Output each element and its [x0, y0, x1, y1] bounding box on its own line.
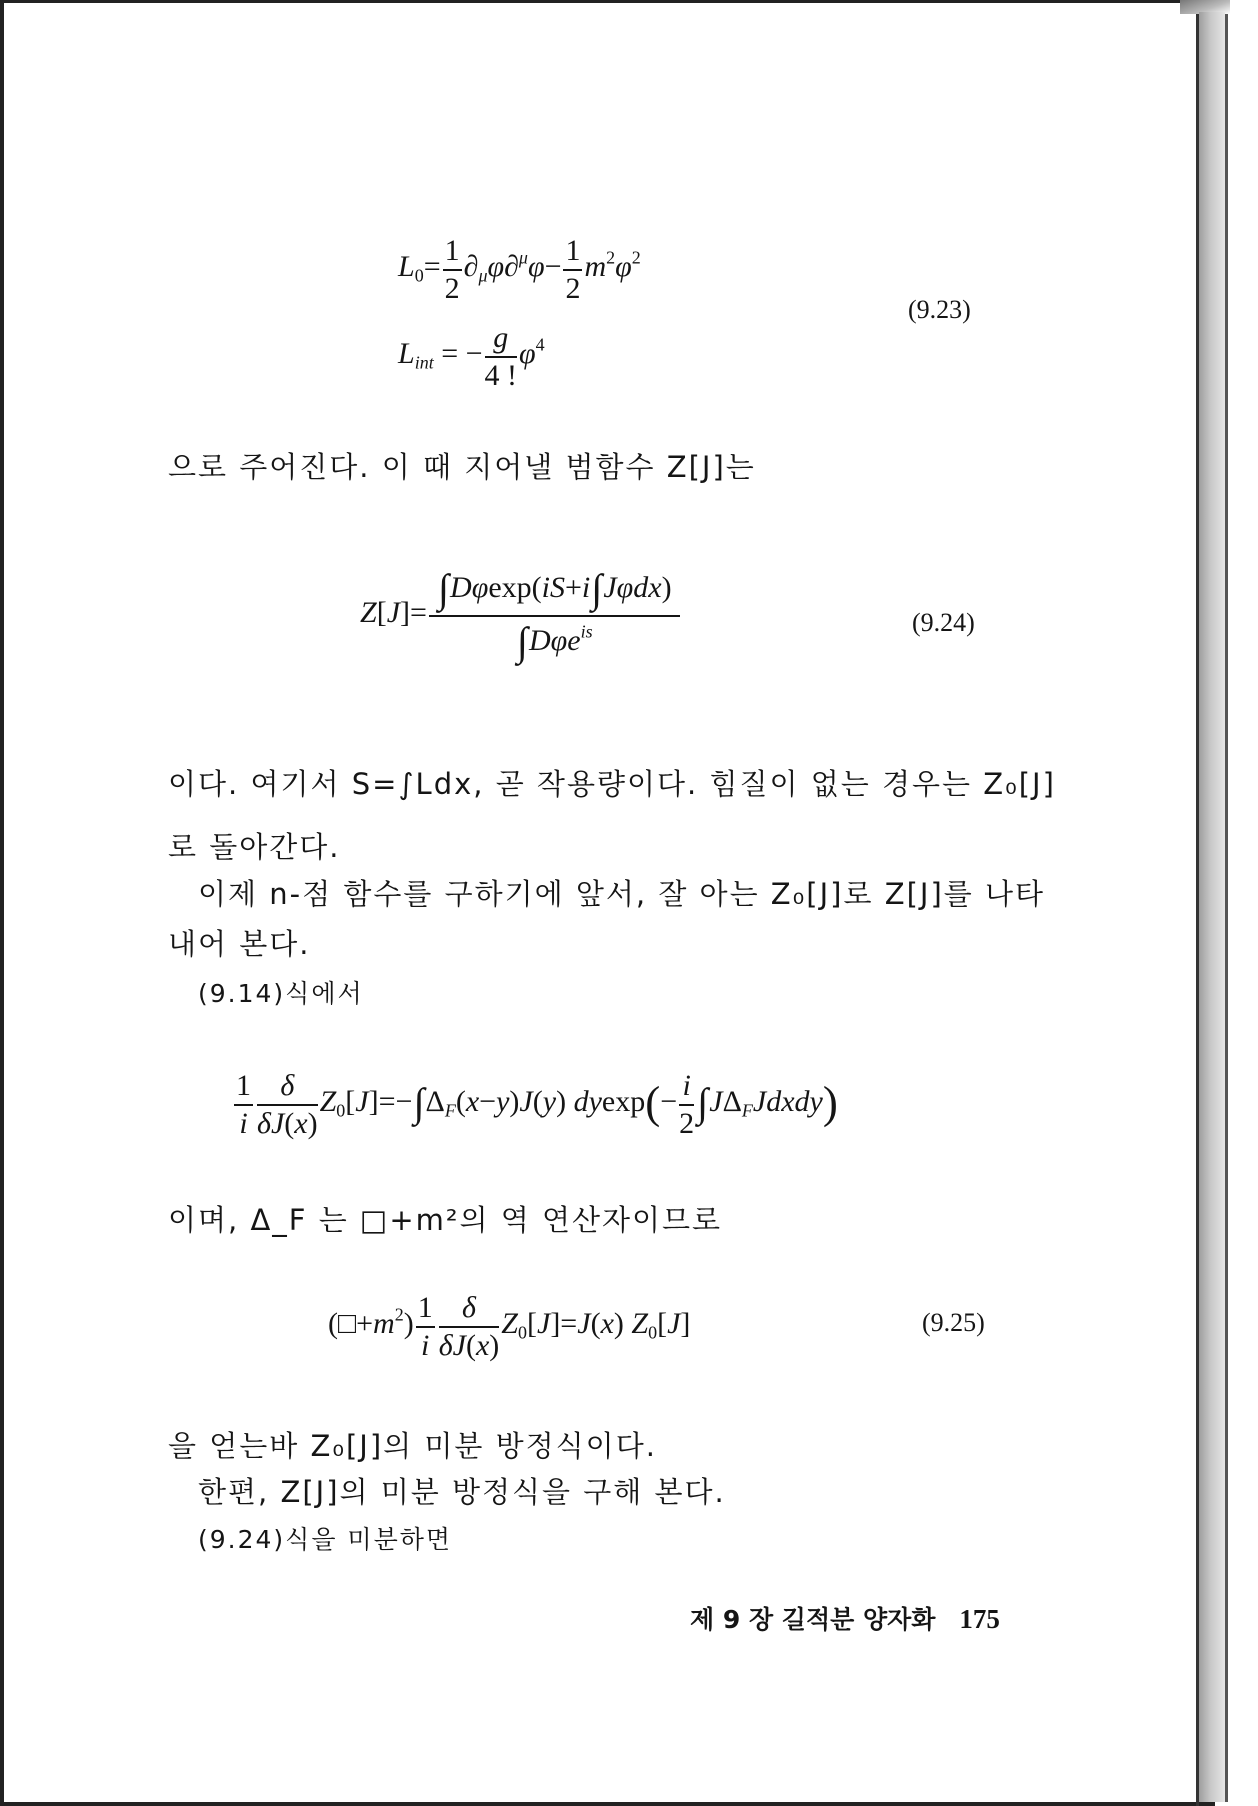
scan-border-top [0, 0, 1200, 3]
page-footer [690, 1600, 1000, 1636]
paragraph-7: 한편, Z[J]의 미분 방정식을 구해 본다. [198, 1475, 726, 1509]
paragraph-3-line1: 이제 n-점 함수를 구하기에 앞서, 잘 아는 Z₀[J]로 Z[J]를 나타 [198, 877, 1046, 911]
eq-9-23-l2-render: $L_{int}$ = − $\frac{g}{4 !}$ $\varphi^4$ [398, 321, 545, 392]
paragraph-2-line2: 로 돌아간다. [168, 830, 341, 864]
equation-number-9-25: (9.25) [922, 1308, 985, 1337]
equation-9-25 [328, 1292, 690, 1361]
equation-unnumbered [232, 1070, 838, 1139]
page-number: 175 [959, 1604, 1000, 1634]
page-edge-line [1225, 14, 1228, 1802]
scan-border-left [0, 0, 4, 1806]
equation-9-23-line2 [398, 322, 545, 391]
equation-9-24 [360, 568, 682, 663]
equation-9-23-line1 [398, 235, 641, 304]
paragraph-8: (9.24)식을 미분하면 [198, 1525, 453, 1554]
paragraph-4: (9.14)식에서 [198, 979, 364, 1008]
eq-9-25-render: $(□+m^2)$ $\frac{1}{i}$ $\frac{\delta}{\delta J(x)}$ $Z_0[J]=J(x)$ $Z_0[J]$ [328, 1291, 691, 1362]
paragraph-5: 이며, Δ_F 는 □+m²의 역 연산자이므로 [168, 1203, 723, 1237]
paragraph-6: 을 얻는바 Z₀[J]의 미분 방정식이다. [168, 1429, 657, 1463]
equation-number-9-23: (9.23) [908, 295, 971, 324]
footer-chapter-title: 제 9 장 길적분 양자화 [690, 1605, 936, 1634]
equation-number-9-24: (9.24) [912, 608, 975, 637]
paragraph-2-line1: 이다. 여기서 S=∫Ldx, 곧 작용량이다. 힘질이 없는 경우는 Z₀[J] [168, 767, 1056, 801]
eq-unnumbered-render: $\frac{1}{i}$ $\frac{\delta}{\delta J(x)}$ $Z_0[J]=-\int\Delta_F(x-y)J(y)$ dyexp(− $\frac{i}{2}$ $\int J\Delta_FJdxdy$) [236, 1069, 838, 1140]
eq-9-24-render: Z[J]= $\frac{\text{∫Dφexp(iS+i∫Jφdx)}}{\int D\varphi e^{is}}$ [360, 596, 682, 629]
eq-9-23-l1-render: $L_0=$ $\frac{1}{2}$ $\partial_\mu\varphi\partial^\mu\varphi-$ $\frac{1}{2}$ $m^2\varphi^2$ [398, 234, 641, 305]
scan-border-bottom [0, 1802, 1215, 1806]
paragraph-1: 으로 주어진다. 이 때 지어낼 범함수 Z[J]는 [168, 450, 756, 484]
paragraph-3-line2: 내어 본다. [168, 927, 311, 961]
page-edge-shadow [1199, 12, 1225, 1802]
